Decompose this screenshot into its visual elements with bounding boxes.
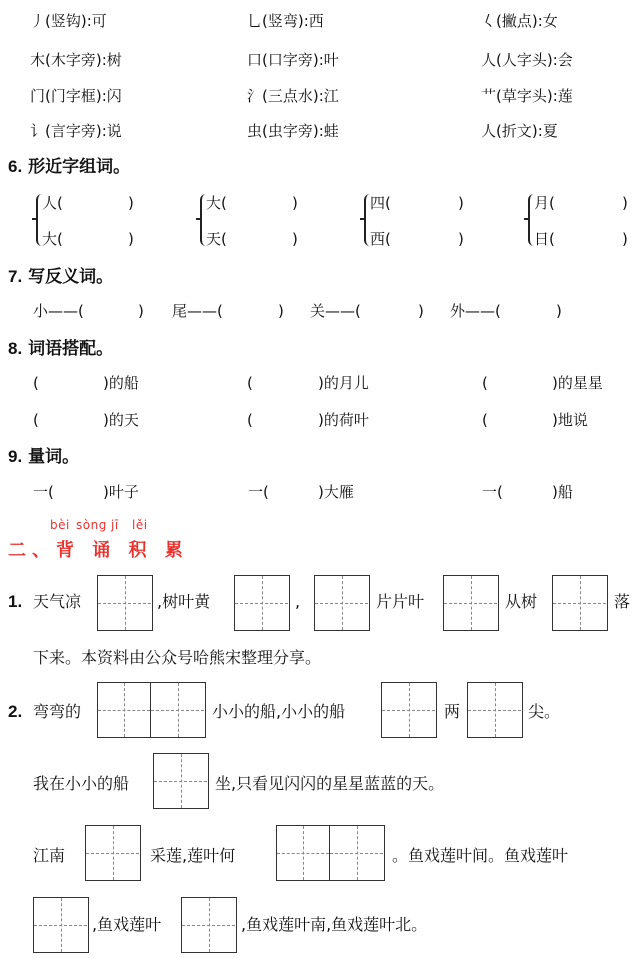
writing-grid[interactable] xyxy=(181,897,237,953)
recite-text: 两 xyxy=(444,702,461,721)
open-paren: ( xyxy=(247,374,253,392)
radical-entry: 虫(虫字旁):蛙 xyxy=(247,122,339,140)
close-paren: ) xyxy=(128,230,134,248)
question-title: 写反义词。 xyxy=(28,267,114,287)
recite-text: 从树 xyxy=(505,592,538,611)
recite-text: 江南 xyxy=(33,846,66,865)
writing-grid[interactable] xyxy=(97,682,206,738)
close-paren: ) xyxy=(458,194,464,212)
recite-text: 我在小小的船 xyxy=(33,774,130,793)
section-title: 二、背 诵 积 累 xyxy=(8,540,189,561)
close-paren: ) xyxy=(556,302,562,320)
recite-text: 落 xyxy=(614,592,631,611)
question-number: 6. xyxy=(8,157,23,176)
radical-entry: 人(折文):夏 xyxy=(481,122,558,140)
radical-entry: 口(口字旁):叶 xyxy=(247,51,339,69)
writing-grid[interactable] xyxy=(552,575,608,631)
question-number: 8. xyxy=(8,339,23,358)
writing-grid[interactable] xyxy=(85,825,141,881)
writing-grid[interactable] xyxy=(276,825,385,881)
question-number: 9. xyxy=(8,447,23,466)
question-6-heading xyxy=(8,156,130,178)
word-prompt: 天( xyxy=(206,230,227,248)
word-prompt: 月( xyxy=(534,194,555,212)
recite-text: , xyxy=(295,592,301,611)
pinyin-label: sòng xyxy=(76,518,107,532)
recite-text: 下来。本资料由公众号哈熊宋整理分享。 xyxy=(33,648,322,667)
pinyin-label: lěi xyxy=(132,518,148,532)
writing-grid[interactable] xyxy=(234,575,290,631)
open-paren: ( xyxy=(482,374,488,392)
antonym-prompt: 外——( xyxy=(450,302,501,320)
phrase-prompt: )的荷叶 xyxy=(318,411,369,429)
measure-word-noun: )大雁 xyxy=(318,483,354,501)
question-number: 7. xyxy=(8,267,23,286)
radical-entry: 乚(竖弯):西 xyxy=(247,12,324,30)
question-9-heading xyxy=(8,446,79,468)
radical-entry: 𡿨(撇点):女 xyxy=(481,12,558,30)
measure-word-noun: )叶子 xyxy=(103,483,139,501)
word-prompt: 大( xyxy=(42,230,63,248)
recite-text: 尖。 xyxy=(528,702,561,721)
close-paren: ) xyxy=(138,302,144,320)
writing-grid[interactable] xyxy=(153,753,209,809)
antonym-prompt: 尾——( xyxy=(172,302,223,320)
word-prompt: 人( xyxy=(42,194,63,212)
question-7-heading xyxy=(8,266,113,288)
close-paren: ) xyxy=(292,194,298,212)
word-prompt: 西( xyxy=(370,230,391,248)
recite-text: ,鱼戏莲叶 xyxy=(92,915,162,934)
open-paren: ( xyxy=(482,411,488,429)
phrase-prompt: )的星星 xyxy=(552,374,603,392)
pinyin-label: jī xyxy=(111,518,119,532)
measure-word-open: 一( xyxy=(482,483,503,501)
measure-word-open: 一( xyxy=(248,483,269,501)
question-number: 2. xyxy=(8,702,23,721)
recite-text: 坐,只看见闪闪的星星蓝蓝的天。 xyxy=(215,774,445,793)
recite-text: ,鱼戏莲叶南,鱼戏莲叶北。 xyxy=(241,915,428,934)
radical-entry: 讠(言字旁):说 xyxy=(30,122,122,140)
pinyin-label: bèi xyxy=(50,518,70,532)
recite-text: 天气凉 xyxy=(33,592,82,611)
question-title: 量词。 xyxy=(28,447,80,467)
radical-entry: 木(木字旁):树 xyxy=(30,51,122,69)
close-paren: ) xyxy=(128,194,134,212)
radical-entry: 氵(三点水):江 xyxy=(247,87,339,105)
phrase-prompt: )地说 xyxy=(552,411,588,429)
close-paren: ) xyxy=(622,230,628,248)
phrase-prompt: )的月儿 xyxy=(318,374,369,392)
phrase-prompt: )的天 xyxy=(103,411,139,429)
question-number: 1. xyxy=(8,592,23,611)
antonym-prompt: 关——( xyxy=(310,302,361,320)
recite-text: 采莲,莲叶何 xyxy=(150,846,236,865)
close-paren: ) xyxy=(622,194,628,212)
radical-entry: 门(门字框):闪 xyxy=(30,87,122,105)
recite-text: 。鱼戏莲叶间。鱼戏莲叶 xyxy=(392,846,569,865)
close-paren: ) xyxy=(418,302,424,320)
question-title: 形近字组词。 xyxy=(28,157,131,177)
recite-text: ,树叶黄 xyxy=(157,592,211,611)
writing-grid[interactable] xyxy=(33,897,89,953)
antonym-prompt: 小——( xyxy=(33,302,84,320)
open-paren: ( xyxy=(247,411,253,429)
open-paren: ( xyxy=(33,411,39,429)
open-paren: ( xyxy=(33,374,39,392)
phrase-prompt: )的船 xyxy=(103,374,139,392)
writing-grid[interactable] xyxy=(467,682,523,738)
close-paren: ) xyxy=(278,302,284,320)
recite-text: 小小的船,小小的船 xyxy=(212,702,346,721)
close-paren: ) xyxy=(292,230,298,248)
question-title: 词语搭配。 xyxy=(28,339,114,359)
radical-entry: 丿(竖钩):可 xyxy=(30,12,107,30)
writing-grid[interactable] xyxy=(443,575,499,631)
recite-text: 片片叶 xyxy=(376,592,425,611)
radical-entry: 人(人字头):会 xyxy=(481,51,573,69)
writing-grid[interactable] xyxy=(314,575,370,631)
writing-grid[interactable] xyxy=(381,682,437,738)
question-8-heading xyxy=(8,338,113,360)
radical-entry: 艹(草字头):莲 xyxy=(481,87,573,105)
recite-text: 弯弯的 xyxy=(33,702,82,721)
word-prompt: 日( xyxy=(534,230,555,248)
close-paren: ) xyxy=(458,230,464,248)
measure-word-noun: )船 xyxy=(552,483,573,501)
word-prompt: 大( xyxy=(206,194,227,212)
measure-word-open: 一( xyxy=(33,483,54,501)
word-prompt: 四( xyxy=(370,194,391,212)
writing-grid[interactable] xyxy=(97,575,153,631)
